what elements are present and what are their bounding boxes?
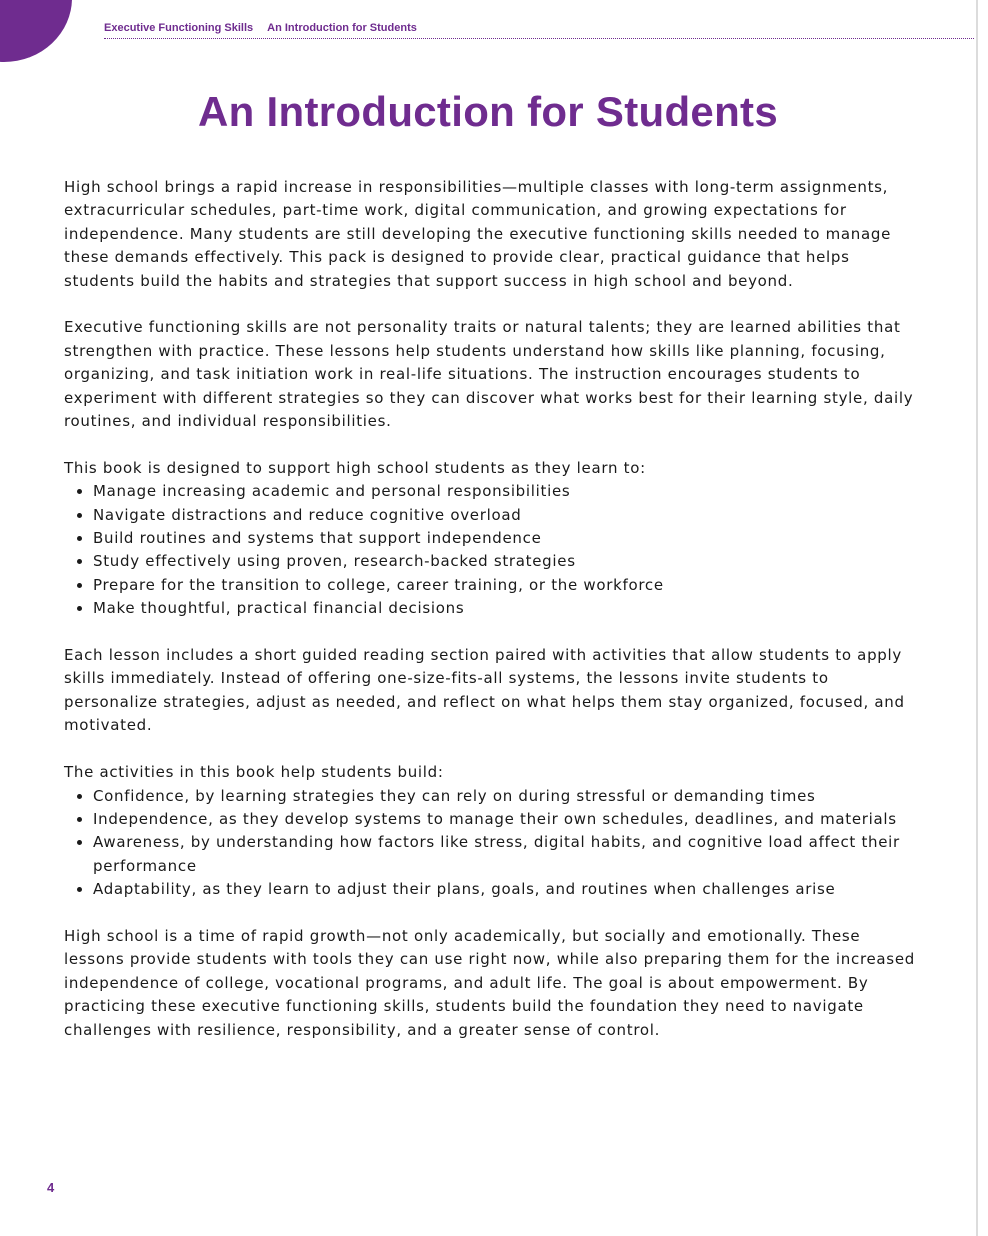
list-item: • Prepare for the transition to college, career training, or the workforce <box>93 574 924 597</box>
header-book-title: Executive Functioning Skills <box>104 22 254 34</box>
list-item: • Confidence, by learning strategies they can rely on during stressful or demanding times <box>93 785 924 808</box>
list-intro-goals: This book is designed to support high school students as they learn to: <box>64 458 646 477</box>
list-item: • Make thoughtful, practical financial decisions <box>93 597 924 620</box>
paragraph-intro: High school brings a rapid increase in responsibilities—multiple classes with long-term assignments, extracurricular schedules, part-time work, digital communication, and growing expectations for independence. Many students are still developing the executive functioning skills needed to manage these demands effectively. This pack is designed to provide clear, practical guidance that helps students build the habits and strategies that support success in high school and beyond. <box>64 178 892 290</box>
paragraph-lessons: Each lesson includes a short guided reading section paired with activities that allow students to apply skills immediately. Instead of offering one-size-fits-all systems, the lessons invite students to personalize strategies, adjust as needed, and reflect on what helps them stay organized, focused, and motivated. <box>64 646 905 735</box>
list-item: • Build routines and systems that support independence <box>93 527 924 550</box>
list-item: • Study effectively using proven, research-backed strategies <box>93 550 924 573</box>
page-number: 4 <box>47 1180 55 1195</box>
page-title: An Introduction for Students <box>198 88 778 135</box>
list-intro-activities: The activities in this book help students build: <box>64 763 444 782</box>
list-item: • Manage increasing academic and personal responsibilities <box>93 480 924 503</box>
activities-list <box>64 785 924 902</box>
corner-decoration <box>0 0 72 62</box>
list-item: • Navigate distractions and reduce cognitive overload <box>93 504 924 527</box>
paragraph-skills: Executive functioning skills are not personality traits or natural talents; they are learned abilities that strengthen with practice. These lessons help students understand how skills like planning, focusing, organizing, and task initiation work in real-life situations. The instruction encourages students to experiment with different strategies so they can discover what works best for their learning style, daily routines, and individual responsibilities. <box>64 318 914 431</box>
list-item: • Awareness, by understanding how factors like stress, digital habits, and cognitive load affect their performance <box>93 831 924 878</box>
paragraph-conclusion: High school is a time of rapid growth—not only academically, but socially and emotionally. These lessons provide students with tools they can use right now, while also preparing them for the increased independence of college, vocational programs, and adult life. The goal is about empowerment. By practicing these executive functioning skills, students build the foundation they need to navigate challenges with resilience, responsibility, and a greater sense of control. <box>64 926 915 1039</box>
list-item: • Independence, as they develop systems to manage their own schedules, deadlines, and materials <box>93 808 924 831</box>
page-edge-divider <box>976 0 978 1236</box>
body-text <box>64 176 924 1065</box>
header-section-title: An Introduction for Students <box>267 22 417 34</box>
list-item: • Adaptability, as they learn to adjust their plans, goals, and routines when challenges arise <box>93 878 924 901</box>
running-header <box>104 20 974 39</box>
goals-list <box>64 480 924 620</box>
